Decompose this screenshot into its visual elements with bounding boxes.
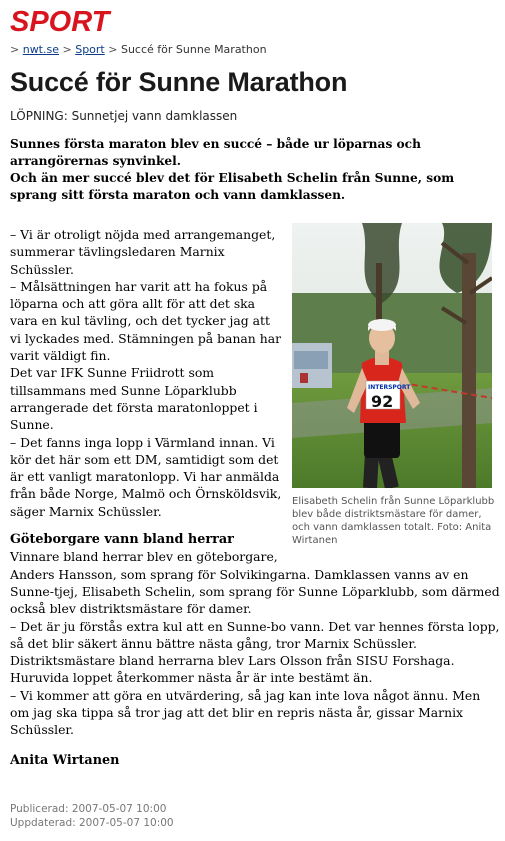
breadcrumb [10, 43, 267, 56]
article-meta [10, 802, 174, 830]
article-body [10, 226, 502, 769]
breadcrumb-separator: > [108, 43, 118, 56]
lead-paragraph: Och än mer succé blev det för Elisabeth Schelin från Sunne, som sprang sitt första maraton och vann damklassen. [10, 171, 455, 202]
lead-paragraph: Sunnes första maraton blev en succé – både ur löparnas och arrangörernas synvinkel. [10, 137, 421, 168]
body-paragraph: Distriktsmästare bland herrarna blev Lars Olsson från SISU Forshaga. [10, 653, 455, 669]
body-paragraph: – Målsättningen har varit att ha fokus på löparna och att göra allt för att det ska vara en kul tävling, och det tycker jag att vi lyckades med. Stämningen på banan har varit väldigt fin. [10, 278, 282, 364]
body-paragraph: – Det är ju förstås extra kul att en Sunne-bo vann. Det var hennes första lopp, så det blir säkert ännu bättre nästa gång, tror Marnix Schüssler. [10, 618, 500, 651]
bib-number: 92 [371, 392, 394, 411]
breadcrumb-link-sport[interactable]: Sport [75, 43, 105, 56]
bib-brand: INTERSPORT [368, 384, 411, 391]
article-subheading: Göteborgare vann bland herrar [10, 532, 234, 548]
body-paragraph: – Vi är otroligt nöjda med arrangemanget, summerar tävlingsledaren Marnix Schüssler. [10, 227, 276, 277]
body-paragraph: Huruvida loppet återkommer nästa år är inte bestämt än. [10, 670, 373, 686]
breadcrumb-separator: > [62, 43, 72, 56]
body-paragraph: Vinnare bland herrar blev en göteborgare, Anders Hansson, som sprang för Solvikingarna. Damklassen vanns av en Sunne-tjej, Elisabeth Schelin, som sprang för Sunne Löparklubb, som därmed också blev distriktsmästare för damer. [10, 549, 500, 617]
updated-timestamp: Uppdaterad: 2007-05-07 10:00 [10, 817, 174, 829]
article-kicker: LÖPNING: Sunnetjej vann damklassen [10, 109, 238, 123]
photo-caption: Elisabeth Schelin från Sunne Löparklubb blev både distriktsmästare för damer, och vann damklassen totalt. Foto: Anita Wirtanen [292, 496, 495, 546]
article-headline: Succé för Sunne Marathon [10, 67, 348, 97]
section-masthead: SPORT [10, 6, 110, 38]
breadcrumb-link-home[interactable]: nwt.se [22, 43, 59, 56]
article-lead [10, 136, 500, 204]
body-paragraph: – Vi kommer att göra en utvärdering, så jag kan inte lova något ännu. Men om jag ska tippa så tror jag att det blir en repris nästa år, gissar Marnix Schüssler. [10, 687, 481, 738]
breadcrumb-current: Succé för Sunne Marathon [120, 43, 267, 56]
published-timestamp: Publicerad: 2007-05-07 10:00 [10, 803, 167, 815]
body-paragraph: Det var IFK Sunne Friidrott som tillsammans med Sunne Löparklubb arrangerade det första maratonloppet i Sunne. [10, 365, 258, 433]
article-figure [292, 223, 502, 547]
article-byline: Anita Wirtanen [10, 752, 120, 768]
runner-photo [292, 223, 492, 488]
body-paragraph: – Det fanns inga lopp i Värmland innan. Vi kör det här som ett DM, samtidigt som det är ett vanligt maratonlopp. Vi har anmälda från både Norge, Malmö och Örnsköldsvik, säger Marnix Schüssler. [10, 434, 282, 519]
breadcrumb-separator: > [10, 43, 20, 56]
